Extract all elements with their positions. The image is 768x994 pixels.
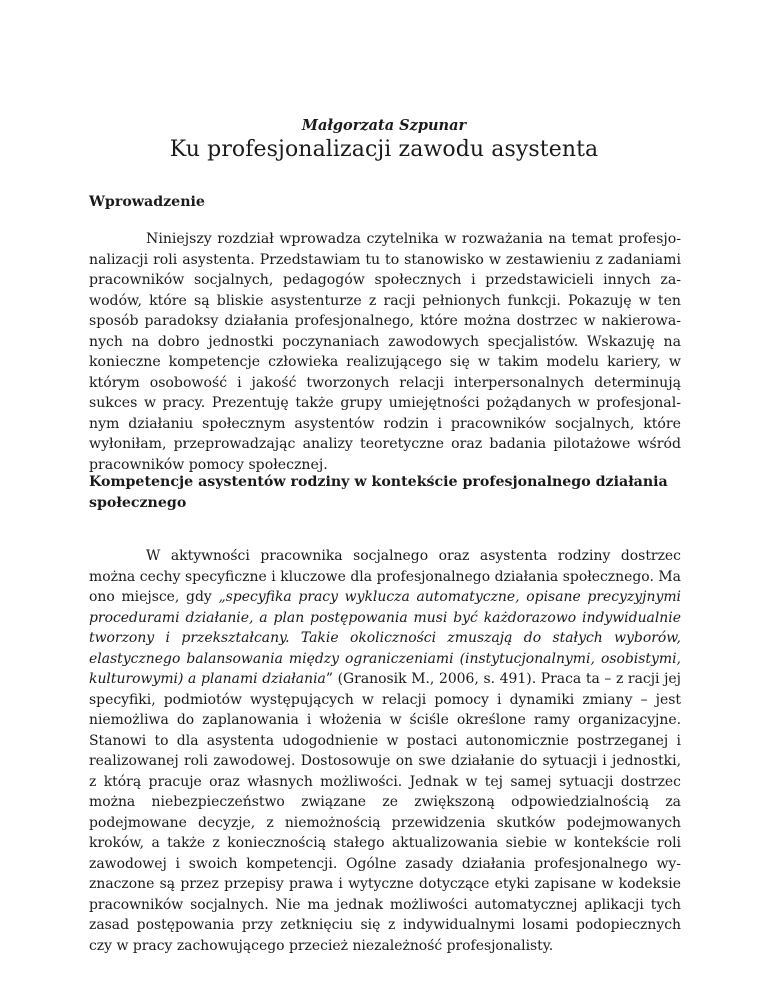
introduction-paragraph: Niniejszy rozdział wprowadza czytelnika w rozważania na temat profesjonalizacji roli asystenta. Przedstawiam tu to stanowisko w zestawieniu z zadaniami pracowników socjalnych, pedagogów społecznych i przedstawicieli innych zawodów, które są bliskie asystenturze z racji pełnionych funkcji. Pokazuję w ten sposób paradoksy działania profesjonalnego, które można dostrzec w nakierowanych na dobro jednostki poczynaniach zawodowych specjalistów. Wskazuję na konieczne kompetencje człowieka realizującego się w takim modelu kariery, w którym osobowość i jakość tworzonych relacji interpersonalnych determinują sukces w pracy. Prezentuję także grupy umiejętności pożądanych w profesjonalnym działaniu społecznym asystentów rodzin i pracowników socjalnych, które wyłoniłam, przeprowadzając analizy teoretyczne oraz badania pilotażowe wśród pracowników pomocy społecznej. bbox=[89, 231, 681, 473]
section-heading-competencies: Kompetencje asystentów rodziny w kontekście profesjonalnego działania społecznego bbox=[89, 474, 668, 511]
paragraph-text-end: ” (Granosik M., 2006, s. 491). Praca ta – z racji jej specyfiki, podmiotów występujących w relacji pomocy i dynamiki zmiany – jest niemożliwa do zaplanowania i włożenia w ściśle określone ramy organizacyjne. Stanowi to dla asystenta udogodnienie w postaci autonomicznie postrzeganej i realizowanej roli zawodowej. Dostosowuje on swe działanie do sytuacji i jednostki, z którą pracuje oraz własnych możliwości. Jednak w tej samej sytuacji dostrzec można niebezpieczeństwo związane ze zwiększoną odpowiedzialnością za podejmowane decyzje, z niemożnością przewidzenia skutków podejmowanych kroków, a także z koniecznością stałego aktualizowania siebie w kontekście roli zawodowej i swoich kompetencji. Ogólne zasady działania profesjonalnego wyznaczone są przez przepisy prawa i wytyczne dotyczące etyki zapisane w kodeksie pracowników socjalnych. Nie ma jednak możliwości automatycznej aplikacji tych zasad postępowania przy zetknięciu się z indywidualnymi losami podopiecznych czy w pracy zachowującego przecież niezależność profesjonalisty. bbox=[89, 671, 682, 954]
chapter-title: Ku profesjonalizacji zawodu asystenta bbox=[169, 137, 599, 162]
paragraph-text-start: W aktywności pracownika socjalnego oraz asystenta rodziny dostrzec można cechy specyficzne i kluczowe dla profesjonalnego działania społecznego. Ma ono miejsce, gdy bbox=[89, 548, 681, 605]
section-heading-introduction: Wprowadzenie bbox=[89, 194, 205, 210]
competencies-paragraph bbox=[89, 546, 681, 956]
author-name: Małgorzata Szpunar bbox=[301, 117, 467, 134]
cited-quote: „specyfika pracy wyklucza automatyczne, opisane precyzyjnymi procedurami działanie, a plan postępowania musi być każdorazowo indywidualnie tworzony i przekształcany. Takie okoliczności zmuszają do stałych wyborów, elastycznego balansowania między ograniczeniami (instytucjonalnymi, osobistymi, kulturowymi) a planami działania bbox=[89, 589, 681, 687]
